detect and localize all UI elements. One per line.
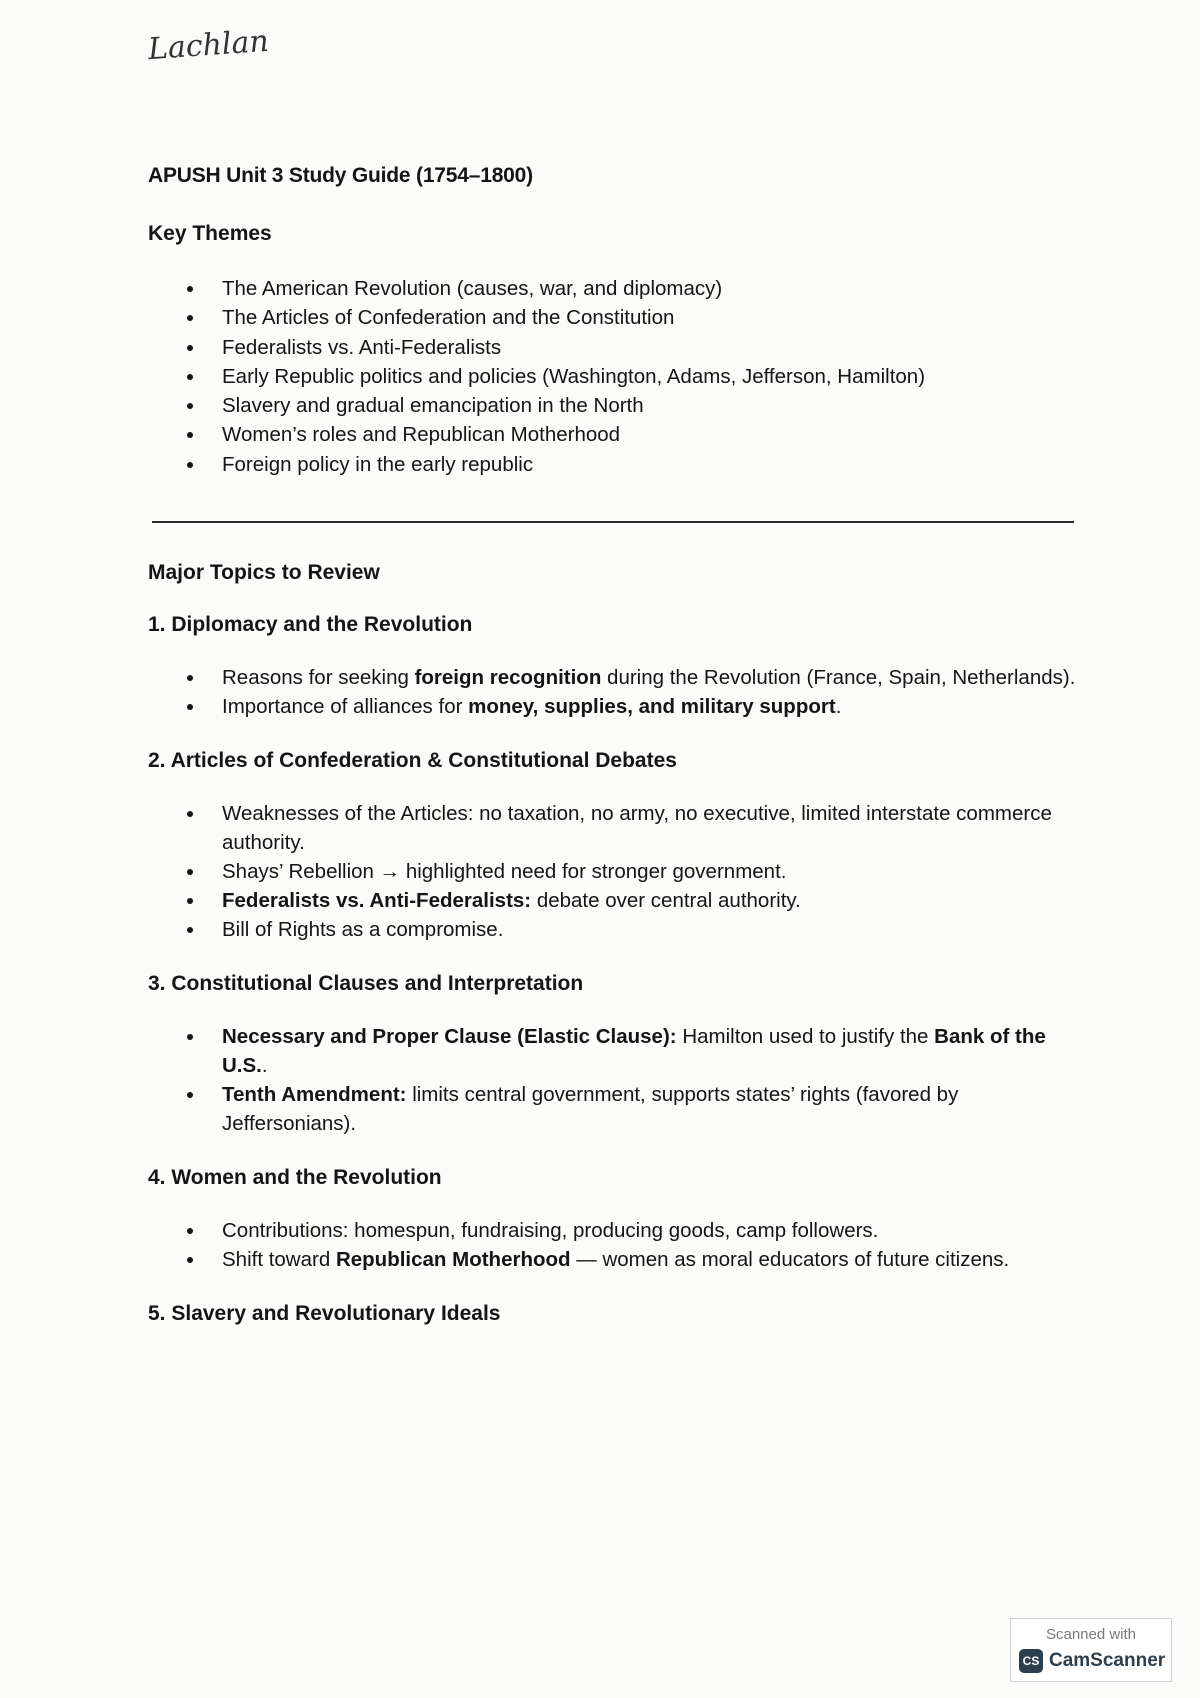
topic-bullet-item — [222, 915, 1078, 944]
camscanner-name: CamScanner — [1049, 1650, 1166, 1671]
key-theme-item: Federalists vs. Anti-Federalists — [222, 333, 1078, 362]
key-theme-item: The Articles of Confederation and the Constitution — [222, 303, 1078, 332]
topic-bullet-item — [222, 1216, 1078, 1245]
topic-heading: 5. Slavery and Revolutionary Ideals — [148, 1302, 501, 1326]
topic-bullet-item — [222, 799, 1078, 857]
topic-bullet-list — [148, 1216, 1078, 1274]
bold-text: Federalists vs. Anti-Federalists: — [222, 889, 532, 913]
key-theme-item: Slavery and gradual emancipation in the North — [222, 391, 1078, 420]
major-topics — [148, 613, 1078, 1326]
topic-bullet-item — [222, 692, 1078, 721]
major-topics-heading: Major Topics to Review — [148, 561, 380, 585]
text: debate over central authority. — [531, 889, 801, 913]
text: . — [261, 1054, 268, 1078]
bold-text: Bank of the U.S. — [222, 1025, 1046, 1078]
topic-bullet-item — [222, 857, 1078, 886]
text: during the Revolution (France, Spain, Netherlands). — [601, 666, 1076, 690]
topic-heading: 3. Constitutional Clauses and Interpretation — [148, 972, 584, 996]
key-theme-item: Women’s roles and Republican Motherhood — [222, 420, 1078, 449]
topic-bullet-item — [222, 663, 1078, 692]
text: Weaknesses of the Articles: no taxation, no army, no executive, limited interstate commerce authority. — [222, 802, 1052, 855]
text: Shift toward — [222, 1248, 336, 1272]
key-themes-heading: Key Themes — [148, 222, 272, 245]
topic-bullet-item — [222, 1022, 1078, 1080]
topic-bullet-list — [148, 663, 1078, 721]
text: — women as moral educators of future citizens. — [570, 1248, 1010, 1272]
key-theme-item: Early Republic politics and policies (Washington, Adams, Jefferson, Hamilton) — [222, 362, 1078, 391]
key-theme-item: Foreign policy in the early republic — [222, 450, 1078, 479]
text: Hamilton used to justify the — [676, 1025, 935, 1049]
bold-text: Republican Motherhood — [335, 1248, 571, 1272]
document-body — [148, 164, 1078, 1326]
text: Shays’ Rebellion → highlighted need for stronger government. — [222, 860, 787, 884]
scanned-with-label: Scanned with — [1045, 1626, 1137, 1643]
topic-bullet-item — [222, 886, 1078, 915]
bold-text: money, supplies, and military support — [468, 695, 836, 719]
camscanner-watermark — [1010, 1618, 1172, 1682]
topic-bullet-item — [222, 1245, 1078, 1274]
camscanner-brand — [1019, 1649, 1165, 1673]
document-title: APUSH Unit 3 Study Guide (1754–1800) — [148, 164, 533, 187]
handwritten-name: Lachlan — [146, 23, 270, 68]
key-themes-list — [148, 274, 1078, 479]
text: Bill of Rights as a compromise. — [222, 918, 504, 942]
topic-bullet-item — [222, 1080, 1078, 1138]
bold-text: Necessary and Proper Clause (Elastic Clause): — [222, 1025, 677, 1049]
section-divider — [152, 521, 1074, 523]
text: Reasons for seeking — [222, 666, 415, 690]
topic-heading: 2. Articles of Confederation & Constitutional Debates — [148, 749, 677, 773]
topic-bullet-list — [148, 1022, 1078, 1138]
topic-heading: 1. Diplomacy and the Revolution — [148, 613, 473, 637]
topic-bullet-list — [148, 799, 1078, 944]
camscanner-logo-icon: CS — [1019, 1649, 1043, 1673]
text: limits central government, supports states’ rights (favored by Jeffersonians). — [222, 1083, 959, 1136]
text: Contributions: homespun, fundraising, producing goods, camp followers. — [222, 1219, 879, 1243]
text: Importance of alliances for — [222, 695, 469, 719]
text: . — [835, 695, 842, 719]
key-theme-item: The American Revolution (causes, war, and diplomacy) — [222, 274, 1078, 303]
topic-heading: 4. Women and the Revolution — [148, 1166, 442, 1190]
bold-text: foreign recognition — [414, 666, 602, 690]
bold-text: Tenth Amendment: — [222, 1083, 407, 1107]
